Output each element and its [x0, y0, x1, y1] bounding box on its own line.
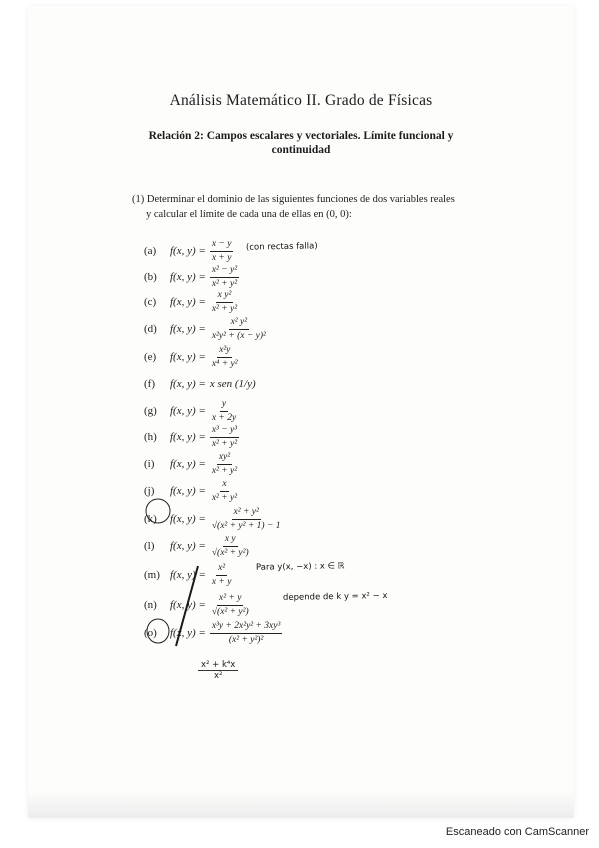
- fraction-numerator: x²: [216, 563, 227, 576]
- scan-shadow: [28, 790, 574, 818]
- function-lhs: f(x, y) =: [170, 431, 206, 443]
- function-item: [144, 344, 240, 370]
- function-fraction: [210, 534, 251, 559]
- fraction-denominator: (x² + y²)²: [228, 634, 264, 645]
- handwritten-bottom-fraction: [198, 660, 238, 681]
- fraction-denominator: x⁴ + y²: [211, 358, 238, 369]
- function-lhs: f(x, y) =: [170, 378, 206, 390]
- fraction-denominator: x + y: [211, 252, 232, 263]
- item-label: (l): [144, 540, 155, 552]
- function-lhs: f(x, y) =: [170, 458, 206, 470]
- function-lhs: f(x, y) =: [170, 271, 206, 283]
- handwritten-note-m: Para y(x, −x) : x ∈ ℝ: [255, 561, 345, 573]
- item-label: (i): [144, 458, 155, 470]
- fraction-denominator: x²y² + (x − y)²: [211, 330, 266, 341]
- function-lhs: f(x, y) =: [170, 245, 206, 257]
- item-label: (k): [144, 513, 157, 525]
- function-expression: x sen (1/y): [209, 378, 256, 390]
- fraction-numerator: x: [220, 479, 228, 492]
- bottom-fraction-num: x² + k⁴x: [198, 660, 238, 671]
- function-fraction: [210, 290, 239, 315]
- function-fraction: [210, 507, 283, 532]
- fraction-denominator: √(x² + y²): [211, 547, 249, 558]
- item-label: (b): [144, 271, 157, 283]
- fraction-denominator: x² + y²: [211, 303, 238, 314]
- function-item: [144, 620, 282, 646]
- item-label: (e): [144, 351, 157, 363]
- function-item: [144, 371, 256, 397]
- fraction-numerator: x² − y²: [210, 265, 239, 278]
- function-item: [144, 562, 233, 588]
- function-lhs: f(x, y) =: [170, 485, 206, 497]
- function-fraction: [210, 452, 239, 477]
- function-item: [144, 316, 268, 342]
- fraction-denominator: x² + y²: [211, 438, 238, 449]
- subtitle-line-1: Relación 2: Campos escalares y vectoriales. Límite funcional y: [148, 130, 454, 142]
- item-label: (j): [144, 485, 155, 497]
- function-lhs: f(x, y) =: [170, 513, 206, 525]
- camscanner-watermark: Escaneado con CamScanner: [445, 826, 589, 838]
- problem-line-1: Determinar el dominio de las siguientes funciones de dos variables reales: [146, 194, 455, 205]
- function-fraction: [210, 593, 251, 618]
- function-lhs: f(x, y) =: [170, 405, 206, 417]
- problem-line-2: y calcular el límite de cada una de ellas en (0, 0):: [146, 209, 352, 220]
- function-item: [144, 424, 239, 450]
- fraction-numerator: x² y²: [229, 317, 250, 330]
- item-label: (g): [144, 405, 157, 417]
- fraction-denominator: x² + y²: [211, 465, 238, 476]
- fraction-numerator: x y²: [216, 290, 234, 303]
- item-label: (n): [144, 599, 157, 611]
- function-fraction: [210, 479, 239, 504]
- item-label: (o): [144, 627, 157, 639]
- scanned-page: [28, 6, 574, 818]
- function-lhs: f(x, y) =: [170, 323, 206, 335]
- function-fraction: [210, 317, 268, 342]
- fraction-numerator: xy²: [217, 452, 232, 465]
- function-item: [144, 264, 239, 290]
- function-fraction: [210, 425, 239, 450]
- function-lhs: f(x, y) =: [170, 627, 206, 639]
- fraction-denominator: x + 2y: [211, 412, 237, 423]
- function-item: [144, 506, 282, 532]
- item-label: (c): [144, 296, 157, 308]
- document-subtitle: [108, 129, 494, 157]
- problem-number: (1): [132, 194, 145, 205]
- function-item: [144, 451, 239, 477]
- fraction-numerator: x²y: [217, 345, 232, 358]
- function-fraction: [210, 621, 283, 646]
- fraction-denominator: √(x² + y² + 1) − 1: [211, 520, 281, 531]
- document-title: Análisis Matemático II. Grado de Físicas: [169, 92, 433, 109]
- fraction-numerator: x y: [223, 534, 238, 547]
- item-label: (a): [144, 245, 157, 257]
- function-lhs: f(x, y) =: [170, 351, 206, 363]
- function-item: [144, 238, 233, 264]
- bottom-fraction-den: x²: [213, 671, 223, 681]
- handwritten-note-n: depende de k y = x² − x: [282, 591, 388, 603]
- fraction-denominator: x² + y²: [211, 492, 238, 503]
- item-label: (h): [144, 431, 157, 443]
- fraction-denominator: x + y: [211, 576, 232, 587]
- function-item: [144, 592, 251, 618]
- item-label: (m): [144, 569, 160, 581]
- fraction-numerator: x³y + 2x²y² + 3xy³: [210, 621, 283, 634]
- subtitle-line-2: continuidad: [271, 144, 331, 156]
- function-fraction: [210, 345, 240, 370]
- function-item: [144, 398, 238, 424]
- function-item: [144, 289, 239, 315]
- function-item: [144, 478, 239, 504]
- function-item: [144, 533, 251, 559]
- fraction-numerator: x² + y: [217, 593, 243, 606]
- fraction-denominator: √(x² + y²): [211, 606, 249, 617]
- pen-marks: [28, 6, 574, 818]
- fraction-denominator: x² + y²: [211, 278, 238, 289]
- function-lhs: f(x, y) =: [170, 296, 206, 308]
- function-fraction: [210, 239, 234, 264]
- handwritten-note-a: (con rectas falla): [245, 241, 318, 253]
- function-lhs: f(x, y) =: [170, 599, 206, 611]
- problem-statement: [132, 192, 512, 222]
- fraction-numerator: x³ − y³: [210, 425, 239, 438]
- item-label: (f): [144, 378, 155, 390]
- fraction-numerator: x − y: [210, 239, 234, 252]
- function-fraction: [210, 265, 239, 290]
- function-lhs: f(x, y) =: [170, 569, 206, 581]
- item-label: (d): [144, 323, 157, 335]
- fraction-numerator: x² + y²: [232, 507, 261, 520]
- function-lhs: f(x, y) =: [170, 540, 206, 552]
- fraction-numerator: y: [220, 399, 228, 412]
- function-fraction: [210, 399, 238, 424]
- function-fraction: [210, 563, 234, 588]
